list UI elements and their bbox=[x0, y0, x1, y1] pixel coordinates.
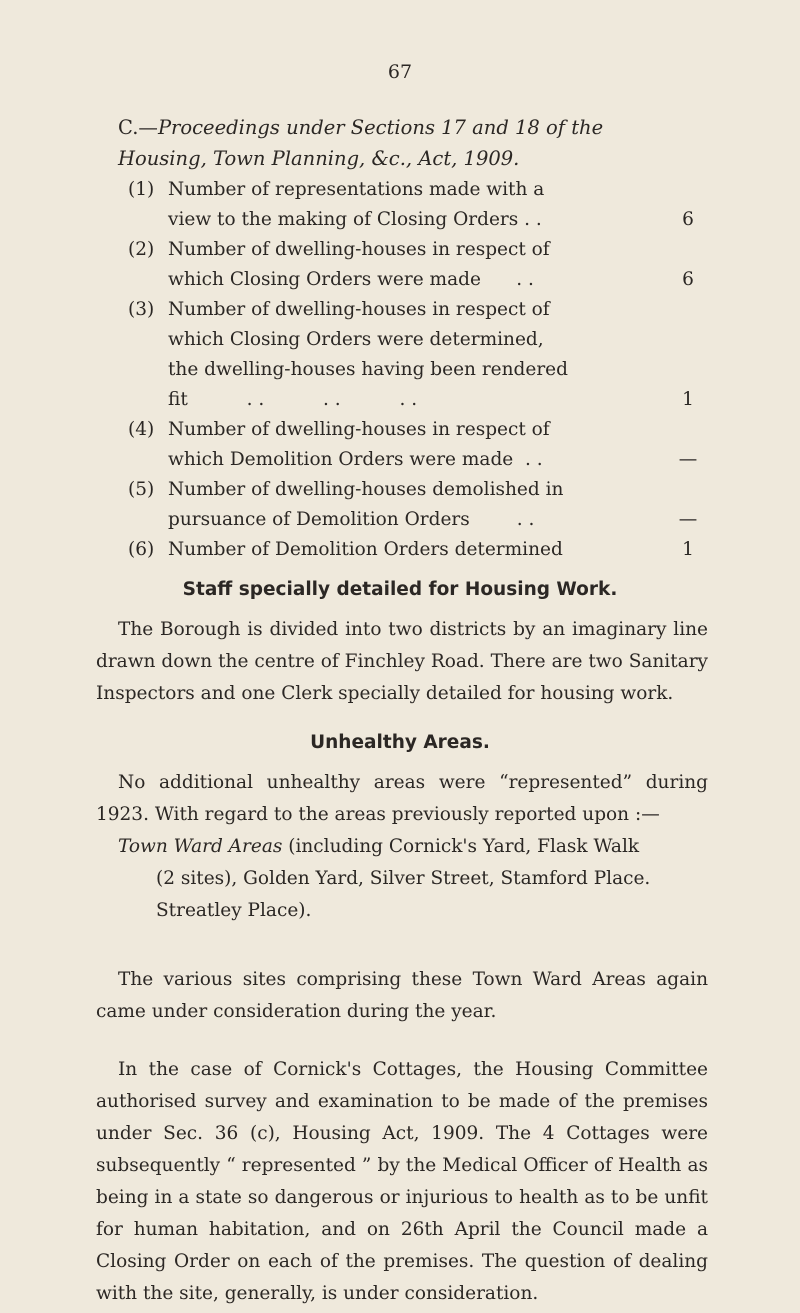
various-sites-paragraph: The various sites comprising these Town Ward Areas again came under consideration during the year. bbox=[96, 969, 708, 1022]
section-c-heading bbox=[118, 112, 638, 174]
item-text: Number of dwelling-houses in respect of bbox=[168, 419, 550, 440]
item-text: view to the making of Closing Orders . . bbox=[168, 209, 542, 230]
item-text: which Closing Orders were determined, bbox=[168, 329, 544, 350]
item-number: (1) bbox=[128, 179, 155, 200]
list-item bbox=[128, 535, 708, 565]
item-text: which Demolition Orders were made . . bbox=[168, 449, 543, 470]
item-value: 6 bbox=[682, 269, 694, 290]
section-c-title-line1: Proceedings under Sections 17 and 18 of the bbox=[157, 116, 604, 139]
item-text: Number of dwelling-houses in respect of bbox=[168, 299, 550, 320]
list-item bbox=[128, 295, 708, 415]
town-ward-areas bbox=[118, 831, 708, 927]
item-value: 6 bbox=[682, 209, 694, 230]
list-item bbox=[128, 175, 708, 235]
item-value: 1 bbox=[682, 389, 694, 410]
list-item bbox=[128, 475, 708, 535]
town-ward-continuation: (2 sites), Golden Yard, Silver Street, Stamford Place. Streatley Place). bbox=[156, 868, 651, 921]
item-value: 1 bbox=[682, 539, 694, 560]
unhealthy-paragraph: No additional unhealthy areas were “represented” during 1923. With regard to the areas previously reported upon :— bbox=[96, 772, 708, 825]
item-number: (3) bbox=[128, 299, 155, 320]
item-text: Number of representations made with a bbox=[168, 179, 545, 200]
item-text: pursuance of Demolition Orders . . bbox=[168, 509, 535, 530]
proceedings-list bbox=[128, 175, 708, 565]
item-number: (6) bbox=[128, 539, 155, 560]
staff-heading: Staff specially detailed for Housing Work. bbox=[182, 579, 618, 600]
staff-paragraph: The Borough is divided into two districts by an imaginary line drawn down the centre of Finchley Road. There are two Sanitary Inspectors and one Clerk specially detailed for housing work. bbox=[96, 619, 708, 704]
item-value: — bbox=[678, 509, 698, 530]
section-c-prefix: C.— bbox=[118, 116, 158, 139]
item-number: (4) bbox=[128, 419, 155, 440]
item-text: which Closing Orders were made . . bbox=[168, 269, 534, 290]
town-ward-label: Town Ward Areas bbox=[118, 836, 283, 857]
list-item bbox=[128, 235, 708, 295]
item-text: Number of Demolition Orders determined bbox=[168, 539, 563, 560]
item-text: Number of dwelling-houses in respect of bbox=[168, 239, 550, 260]
item-text: fit . . . . . . bbox=[168, 389, 418, 410]
item-value: — bbox=[678, 449, 698, 470]
list-item bbox=[128, 415, 708, 475]
unhealthy-areas-heading: Unhealthy Areas. bbox=[310, 732, 490, 753]
section-c-title-line2: Housing, Town Planning, &c., Act, 1909. bbox=[118, 147, 520, 170]
cornicks-cottages-paragraph: In the case of Cornick's Cottages, the Housing Committee authorised survey and examination to be made of the premises under Sec. 36 (c), Housing Act, 1909. The 4 Cottages were subsequently “ represented ” by the Medical Officer of Health as being in a state so dangerous or injurious to health as to be unfit for human habitation, and on 26th April the Council made a Closing Order on each of the premises. The question of dealing with the site, generally, is under consideration. bbox=[96, 1059, 708, 1304]
item-text: the dwelling-houses having been rendered bbox=[168, 359, 568, 380]
town-ward-text: (including Cornick's Yard, Flask Walk bbox=[288, 836, 640, 857]
item-number: (5) bbox=[128, 479, 155, 500]
page-number: 67 bbox=[387, 61, 413, 83]
item-number: (2) bbox=[128, 239, 155, 260]
item-text: Number of dwelling-houses demolished in bbox=[168, 479, 564, 500]
